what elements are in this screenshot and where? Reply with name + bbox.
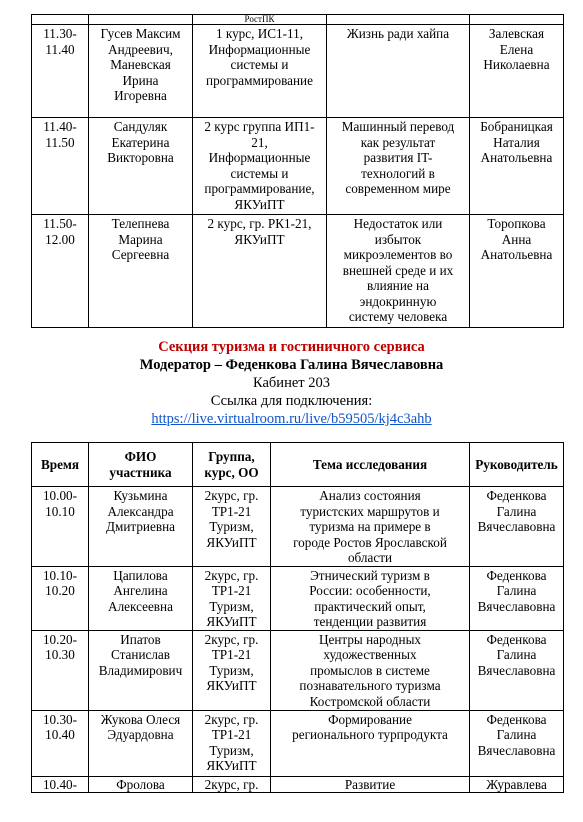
table-row <box>32 118 564 215</box>
cell-group: 2курс, гр. <box>193 776 271 792</box>
link-label: Ссылка для подключения: <box>210 393 373 409</box>
cell-group: 2курс, гр. ТР1-21 Туризм, ЯКУиПТ <box>193 566 271 630</box>
cell-supervisor: Феденкова Галина Вячеславовна <box>470 710 564 776</box>
table-row <box>32 566 564 630</box>
header-group: Группа, курс, ОО <box>193 443 271 487</box>
cell-time: 11.40- 11.50 <box>32 118 89 215</box>
cell-supervisor: Залевская Елена Николаевна <box>470 25 564 118</box>
cell-topic: Этнический туризм в России: особенности, практический опыт, тенденции развития <box>271 566 470 630</box>
cell-supervisor: Феденкова Галина Вячеславовна <box>470 630 564 710</box>
cell-time: 10.40- <box>32 776 89 792</box>
connection-link[interactable]: https://live.virtualroom.ru/live/b59505/kj4c3ahb <box>151 411 432 427</box>
cell-supervisor: Торопкова Анна Анатольевна <box>470 215 564 328</box>
table-row <box>32 776 564 792</box>
table-header-row <box>32 443 564 487</box>
moderator-line: Модератор – Феденкова Галина Вячеславовна <box>139 357 444 373</box>
cell-topic: Формирование регионального турпродукта <box>271 710 470 776</box>
cell-supervisor: Феденкова Галина Вячеславовна <box>470 566 564 630</box>
cell-name: Ипатов Станислав Владимирович <box>89 630 193 710</box>
cell-name: Жукова Олеся Эдуардовна <box>89 710 193 776</box>
cell-name: Телепнева Марина Сергеевна <box>89 215 193 328</box>
cell-topic: Развитие <box>271 776 470 792</box>
cell-topic: Центры народных художественных промыслов в системе познавательного туризма Костромской области <box>271 630 470 710</box>
cell-name: Гусев Максим Андреевич, Маневская Ирина Игоревна <box>89 25 193 118</box>
cell-group: 1 курс, ИС1-11, Информационные системы и программирование <box>193 25 327 118</box>
cell-group: 2курс, гр. ТР1-21 Туризм, ЯКУиПТ <box>193 487 271 567</box>
cell-time: 10.10- 10.20 <box>32 566 89 630</box>
cell-group: 2курс, гр. ТР1-21 Туризм, ЯКУиПТ <box>193 630 271 710</box>
header-fragment-text: РостПК <box>193 15 327 25</box>
cell-name: Фролова <box>89 776 193 792</box>
cell-group: 2 курс, гр. РК1-21, ЯКУиПТ <box>193 215 327 328</box>
cell-supervisor: Журавлева <box>470 776 564 792</box>
header-supervisor: Руководитель <box>470 443 564 487</box>
table-row <box>32 710 564 776</box>
cell-group: 2курс, гр. ТР1-21 Туризм, ЯКУиПТ <box>193 710 271 776</box>
section-title: Секция туризма и гостиничного сервиса <box>158 339 425 355</box>
cell-topic: Жизнь ради хайпа <box>327 25 470 118</box>
cell-time: 11.30- 11.40 <box>32 25 89 118</box>
cell-supervisor: Феденкова Галина Вячеславовна <box>470 487 564 567</box>
cell-time: 10.30- 10.40 <box>32 710 89 776</box>
table-row <box>32 630 564 710</box>
cell-name: Сандуляк Екатерина Викторовна <box>89 118 193 215</box>
header-time: Время <box>32 443 89 487</box>
table-row <box>32 25 564 118</box>
room-number: Кабинет 203 <box>253 375 330 391</box>
cell-name: Кузьмина Александра Дмитриевна <box>89 487 193 567</box>
cell-topic: Недостаток или избыток микроэлементов во внешней среде и их влияние на эндокринную систему человека <box>327 215 470 328</box>
cell-topic: Анализ состояния туристских маршрутов и туризма на примере в городе Ростов Ярославской области <box>271 487 470 567</box>
cell-topic: Машинный перевод как результат развития IT- технологий в современном мире <box>327 118 470 215</box>
cell-time: 10.20- 10.30 <box>32 630 89 710</box>
cell-name: Цапилова Ангелина Алексеевна <box>89 566 193 630</box>
header-name: ФИО участника <box>89 443 193 487</box>
table-header-fragment <box>32 15 564 25</box>
table-row <box>32 487 564 567</box>
tourism-section-schedule-table <box>31 442 564 793</box>
cell-time: 10.00- 10.10 <box>32 487 89 567</box>
header-topic: Тема исследования <box>271 443 470 487</box>
cell-group: 2 курс группа ИП1- 21, Информационные системы и программирование, ЯКУиПТ <box>193 118 327 215</box>
schedule-table-continued <box>31 14 564 328</box>
table-row <box>32 215 564 328</box>
cell-time: 11.50- 12.00 <box>32 215 89 328</box>
cell-supervisor: Бобраницкая Наталия Анатольевна <box>470 118 564 215</box>
